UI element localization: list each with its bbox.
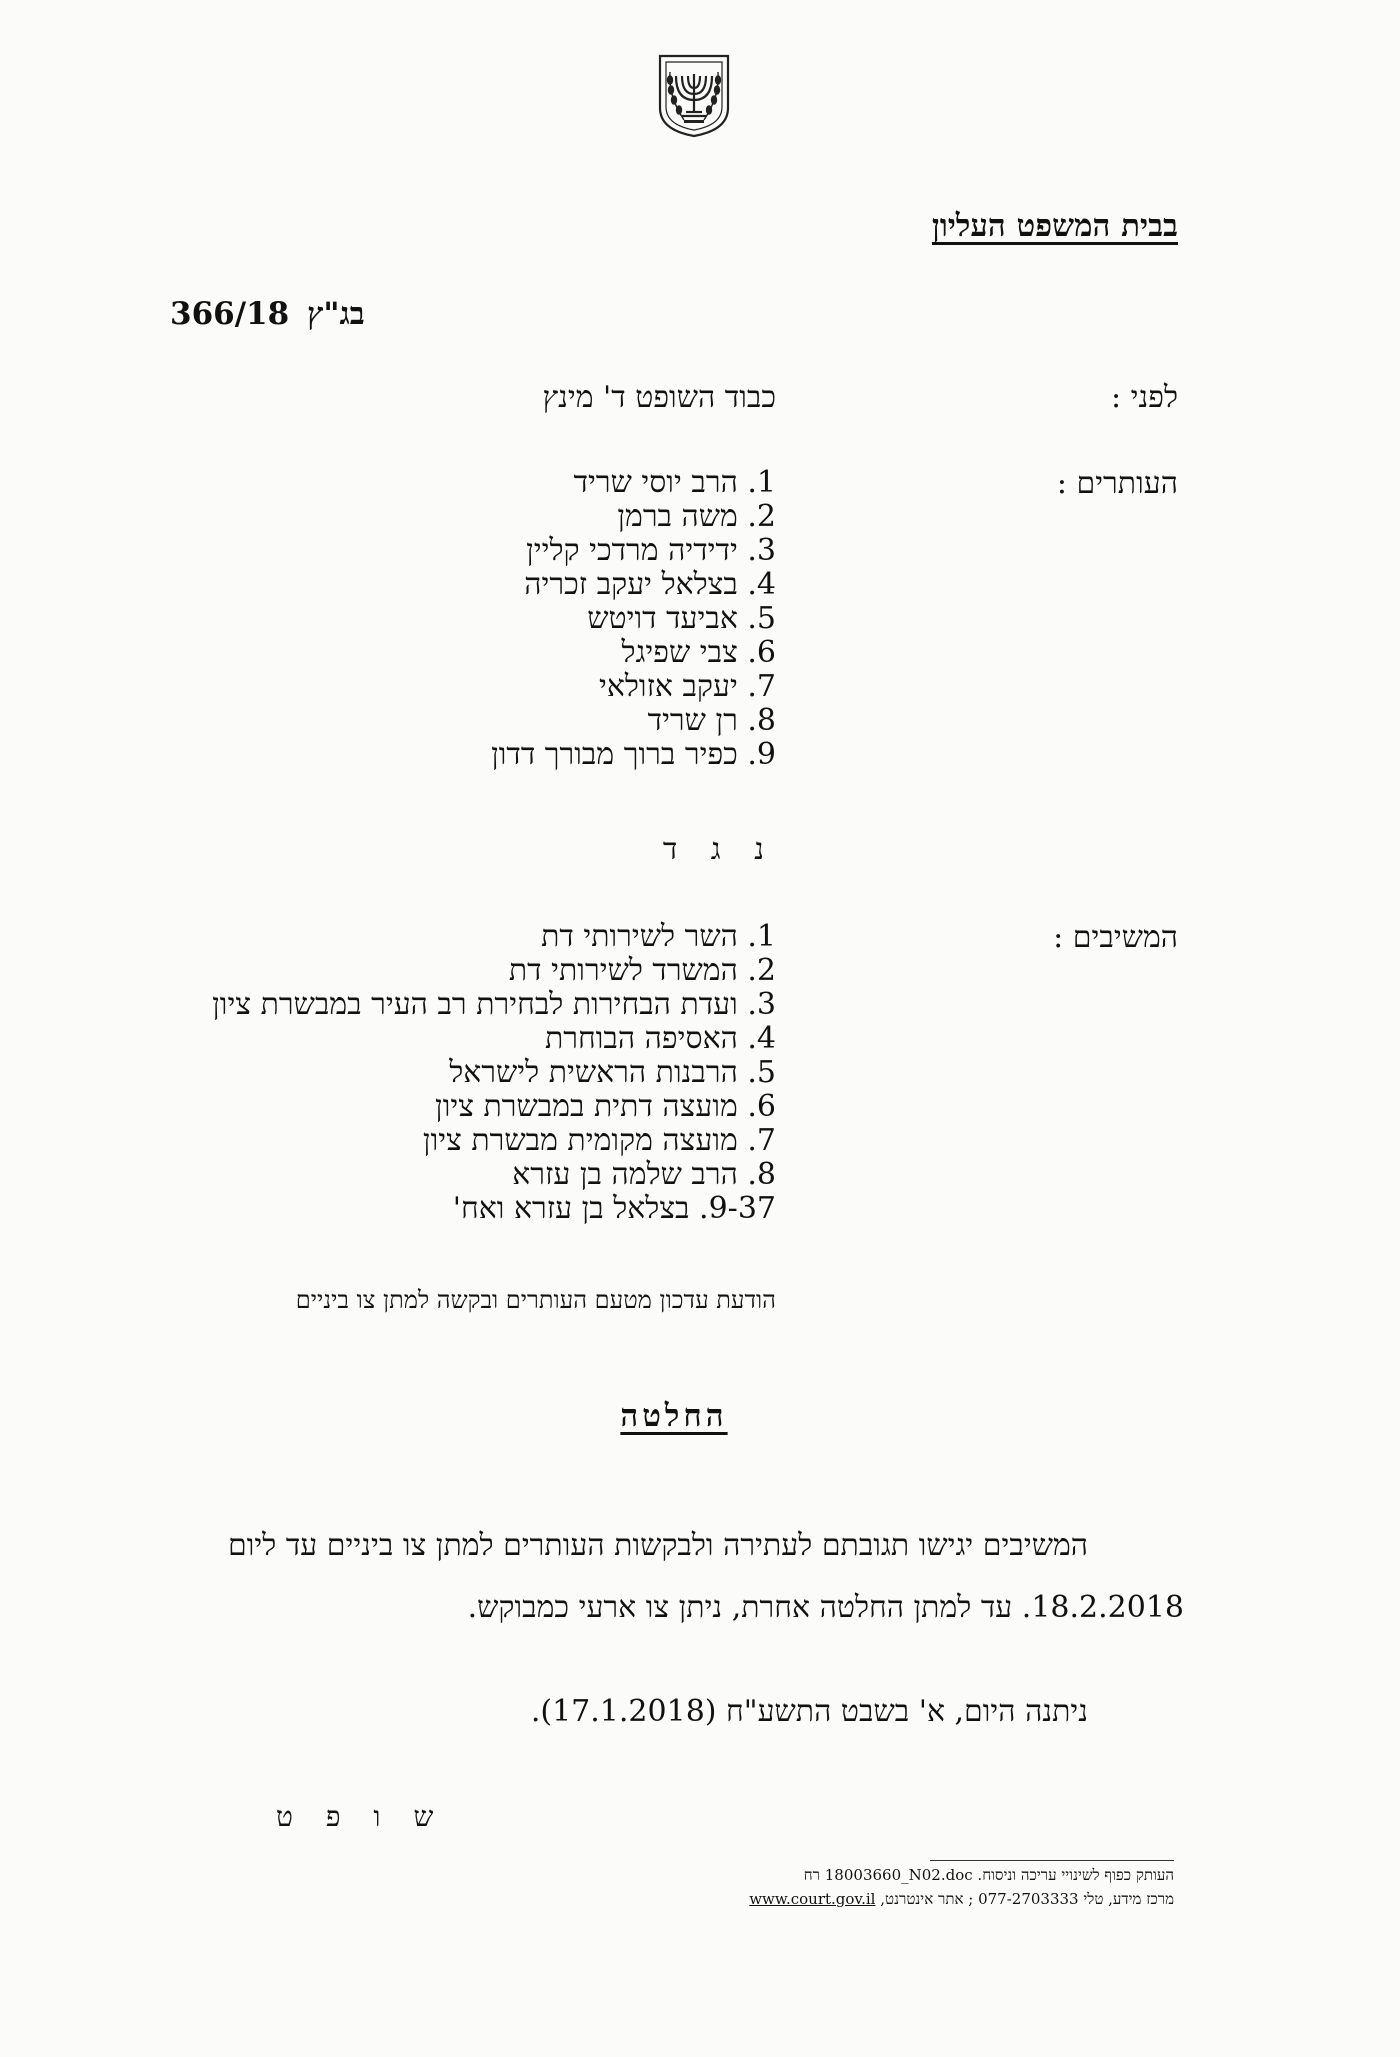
decision-title: החלטה — [620, 1398, 728, 1434]
court-name: בבית המשפט העליון — [931, 208, 1178, 244]
list-item: 1. הרב יוסי שריד — [573, 465, 776, 500]
petitioners-label: העותרים : — [1056, 466, 1178, 501]
presiding-judge: כבוד השופט ד' מינץ — [542, 380, 776, 415]
list-item: 4. האסיפה הבוחרת — [544, 1021, 776, 1056]
case-number — [170, 296, 365, 332]
given-date: ניתנה היום, א' בשבט התשע"ח (17.1.2018). — [530, 1694, 1088, 1729]
list-item: 8. רן שריד — [647, 703, 776, 738]
before-label: לפני : — [1110, 380, 1178, 415]
judge-signature-label: ש ו פ ט — [276, 1800, 446, 1833]
petitioners-list — [491, 466, 776, 772]
list-item: 8. הרב שלמה בן עזרא — [512, 1157, 776, 1192]
list-item: 6. מועצה דתית במבשרת ציון — [435, 1089, 776, 1124]
document-id: 18003660_N02.doc — [824, 1866, 973, 1884]
decision-text-line-2: 18.2.2018. עד למתן החלטה אחרת, ניתן צו ארעי כמבוקש. — [467, 1590, 1184, 1625]
list-item: 2. משה ברמן — [617, 499, 776, 534]
list-item: 2. המשרד לשירותי דת — [508, 953, 776, 988]
list-item: 9. כפיר ברוך מבורך דדון — [491, 737, 776, 772]
respondents-label: המשיבים : — [1053, 920, 1178, 955]
court-website-link[interactable]: www.court.gov.il — [749, 1890, 876, 1908]
case-prefix: בג"ץ — [307, 296, 365, 332]
list-item: 7. יעקב אזולאי — [598, 669, 776, 704]
footer-initials: רח — [803, 1866, 820, 1884]
case-number-value: 366/18 — [170, 296, 290, 332]
decision-text-line-1: המשיבים יגישו תגובתם לעתירה ולבקשות העותרים למתן צו ביניים עד ליום — [228, 1528, 1088, 1563]
footer-contact-text: מרכז מידע, טלי 077-2703333 ; אתר אינטרנט, — [880, 1890, 1174, 1908]
footer-note-text: העותק כפוף לשינויי עריכה וניסוח. — [977, 1866, 1174, 1884]
list-item: 9-37. בצלאל בן עזרא ואח' — [452, 1191, 776, 1226]
list-item: 5. אביעד דויטש — [587, 601, 776, 636]
footer-divider — [930, 1860, 1174, 1861]
list-item: 3. ועדת הבחירות לבחירת רב העיר במבשרת ציון — [212, 987, 776, 1022]
list-item: 1. השר לשירותי דת — [541, 919, 776, 954]
versus-label: נ ג ד — [662, 832, 776, 867]
list-item: 5. הרבנות הראשית לישראל — [449, 1055, 776, 1090]
respondents-list — [212, 920, 776, 1226]
list-item: 3. ידידיה מרדכי קליין — [526, 533, 776, 568]
list-item: 4. בצלאל יעקב זכריה — [524, 567, 776, 602]
footer-contact — [749, 1890, 1174, 1909]
footer-note — [804, 1866, 1174, 1885]
state-emblem-icon — [646, 50, 742, 138]
list-item: 7. מועצה מקומית מבשרת ציון — [422, 1123, 776, 1158]
notice-subject: הודעת עדכון מטעם העותרים ובקשה למתן צו ביניים — [295, 1286, 776, 1314]
list-item: 6. צבי שפיגל — [621, 635, 776, 670]
